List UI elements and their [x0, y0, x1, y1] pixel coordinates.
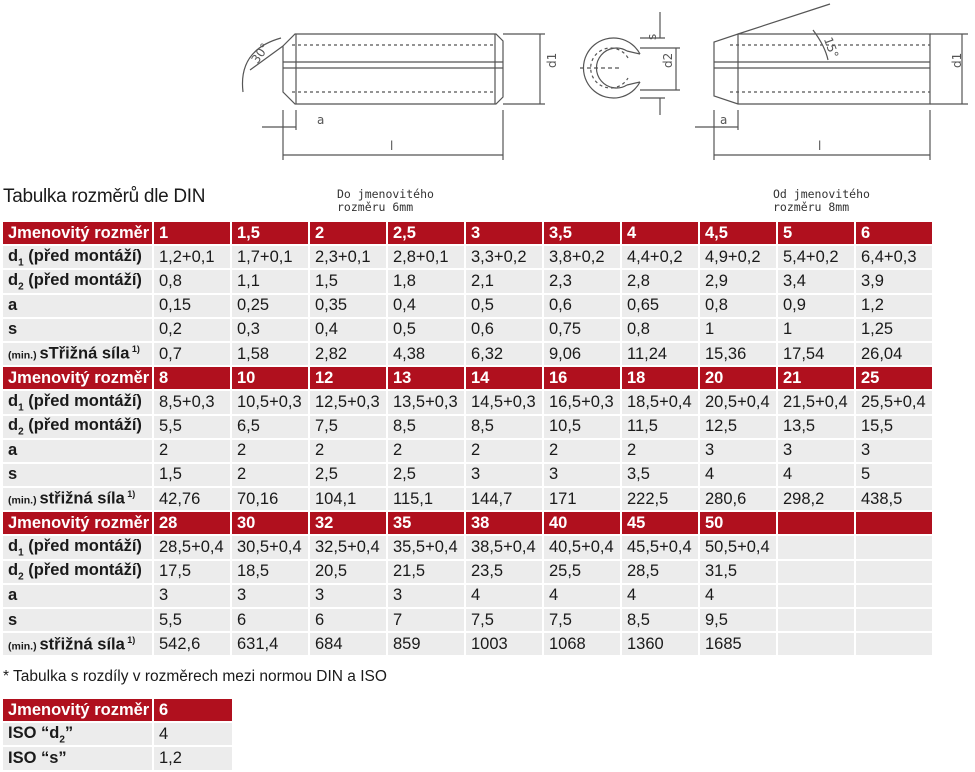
a-row-cell: 4: [544, 585, 622, 609]
pin-drawing-left: [242, 34, 545, 160]
d2-row-cell: 31,5: [700, 561, 778, 585]
nominal-size-row-cell: 4,5: [700, 222, 778, 246]
nominal-size-row-cell: 6: [856, 222, 934, 246]
shear-force-row: [3, 633, 934, 657]
d2-row-cell: 18,5: [232, 561, 310, 585]
shear-force-row-cell: 1003: [466, 633, 544, 657]
shear-force-row-cell: [856, 633, 934, 657]
s-row-cell: 0,6: [466, 319, 544, 343]
d1-row-cell: 21,5+0,4: [778, 391, 856, 415]
d1-row-cell: 6,4+0,3: [856, 246, 934, 270]
d1-row-cell: 32,5+0,4: [310, 536, 388, 560]
a-row-cell: 4: [466, 585, 544, 609]
a-row-cell: 0,8: [700, 295, 778, 319]
d2-row-cell: 10,5: [544, 416, 622, 440]
nominal-size-row-cell: 21: [778, 367, 856, 391]
s-row-label: s: [3, 319, 154, 343]
d2-row-cell: 1,5: [310, 270, 388, 294]
a-row: [3, 295, 934, 319]
note-from-8mm: Od jmenovitého rozměru 8mm: [773, 187, 870, 214]
s-row-cell: 2,5: [388, 464, 466, 488]
shear-force-row-cell: 171: [544, 488, 622, 512]
page-title: Tabulka rozměrů dle DIN: [3, 186, 206, 207]
d1-row-cell: 3,8+0,2: [544, 246, 622, 270]
shear-force-row-cell: 280,6: [700, 488, 778, 512]
d2-row-label: $d_2$ (před montáží): [3, 561, 154, 585]
shear-force-row-cell: 6,32: [466, 343, 544, 367]
shear-force-row-cell: 1068: [544, 633, 622, 657]
d1-row-cell: 10,5+0,3: [232, 391, 310, 415]
nominal-size-row-cell: 35: [388, 512, 466, 536]
s-row-cell: 7: [388, 609, 466, 633]
a-row-cell: 2: [622, 440, 700, 464]
d2-row-cell: 25,5: [544, 561, 622, 585]
d2-row-cell: 17,5: [154, 561, 232, 585]
a-row-cell: 3: [232, 585, 310, 609]
shear-force-row-cell: 859: [388, 633, 466, 657]
footnote: * Tabulka s rozdíly v rozměrech mezi normou DIN a ISO: [3, 668, 387, 685]
nominal-size-row-cell: 30: [232, 512, 310, 536]
d2-row-cell: [856, 561, 934, 585]
nominal-size-row-cell: 50: [700, 512, 778, 536]
d1-row-cell: 1,2+0,1: [154, 246, 232, 270]
shear-force-row-cell: 4,38: [388, 343, 466, 367]
shear-force-row-cell: 0,7: [154, 343, 232, 367]
shear-force-row-cell: 104,1: [310, 488, 388, 512]
nominal-size-row-label: Jmenovitý rozměr: [3, 512, 154, 536]
s-row-cell: 1: [700, 319, 778, 343]
d2-row-cell: 8,5: [466, 416, 544, 440]
d1-row-cell: 5,4+0,2: [778, 246, 856, 270]
shear-force-row-cell: 15,36: [700, 343, 778, 367]
shear-force-row: [3, 488, 934, 512]
d2-row-label: $d_2$ (před montáží): [3, 270, 154, 294]
iso-header-label: Jmenovitý rozměr: [3, 699, 154, 723]
d2-row-cell: 11,5: [622, 416, 700, 440]
nominal-size-row-cell: 14: [466, 367, 544, 391]
d1-row-cell: 12,5+0,3: [310, 391, 388, 415]
d1-row-cell: 2,8+0,1: [388, 246, 466, 270]
s-row-cell: 5,5: [154, 609, 232, 633]
d2-row-cell: 5,5: [154, 416, 232, 440]
d1-row-label: $d_1$ (před montáží): [3, 536, 154, 560]
d2-row-label: $d_2$ (před montáží): [3, 416, 154, 440]
a-row-cell: 1,2: [856, 295, 934, 319]
nominal-size-row-cell: 18: [622, 367, 700, 391]
nominal-size-row: [3, 367, 934, 391]
a-row-cell: 3: [310, 585, 388, 609]
d1-row-cell: 50,5+0,4: [700, 536, 778, 560]
nominal-size-row-cell: 4: [622, 222, 700, 246]
shear-force-row-cell: 298,2: [778, 488, 856, 512]
d2-row-cell: 1,8: [388, 270, 466, 294]
shear-force-row-label: (min.) střižná síla $^{1)}$: [3, 633, 154, 657]
s-row-label: s: [3, 609, 154, 633]
a-row-cell: 0,6: [544, 295, 622, 319]
d2-row-cell: 28,5: [622, 561, 700, 585]
s-row: [3, 464, 934, 488]
shear-force-row-cell: 684: [310, 633, 388, 657]
d2-row-cell: 23,5: [466, 561, 544, 585]
nominal-size-row-cell: 3,5: [544, 222, 622, 246]
a-row-cell: 4: [700, 585, 778, 609]
d1-row-cell: 30,5+0,4: [232, 536, 310, 560]
a-row-cell: 0,25: [232, 295, 310, 319]
d1-row-cell: 2,3+0,1: [310, 246, 388, 270]
iso-s-label: ISO “s”: [3, 747, 154, 771]
a-row-cell: 0,65: [622, 295, 700, 319]
shear-force-row-label: (min.) střižná síla $^{1)}$: [3, 488, 154, 512]
shear-force-row-cell: 17,54: [778, 343, 856, 367]
a-row-cell: 3: [388, 585, 466, 609]
d1-row-cell: 13,5+0,3: [388, 391, 466, 415]
shear-force-row-cell: 144,7: [466, 488, 544, 512]
nominal-size-row-label: Jmenovitý rozměr: [3, 222, 154, 246]
shear-force-row-cell: 2,82: [310, 343, 388, 367]
nominal-size-row: [3, 512, 934, 536]
shear-force-row-cell: 26,04: [856, 343, 934, 367]
a-row-label: a: [3, 440, 154, 464]
d1-row-cell: 4,4+0,2: [622, 246, 700, 270]
nominal-size-row-cell: 10: [232, 367, 310, 391]
d1-row-cell: 18,5+0,4: [622, 391, 700, 415]
d1-row-cell: 16,5+0,3: [544, 391, 622, 415]
d1-row-label: $d_1$ (před montáží): [3, 391, 154, 415]
d2-row-cell: 3,4: [778, 270, 856, 294]
angle-right-label: 15°: [820, 35, 842, 61]
a-row-cell: 2: [466, 440, 544, 464]
d2-row-cell: 12,5: [700, 416, 778, 440]
d1-row: [3, 246, 934, 270]
d2-row: [3, 270, 934, 294]
s-row-cell: [856, 609, 934, 633]
s-row-cell: 3: [466, 464, 544, 488]
s-row-cell: 3: [544, 464, 622, 488]
d2-row-cell: 2,9: [700, 270, 778, 294]
shear-force-row-cell: 70,16: [232, 488, 310, 512]
s-row-cell: 8,5: [622, 609, 700, 633]
d2-row-cell: 20,5: [310, 561, 388, 585]
dim-d1-right: d1: [950, 52, 964, 68]
s-row-cell: 0,75: [544, 319, 622, 343]
dim-l-left: l: [390, 139, 394, 153]
d2-row-cell: [778, 561, 856, 585]
nominal-size-row-cell: 40: [544, 512, 622, 536]
nominal-size-row-cell: 16: [544, 367, 622, 391]
technical-drawing: [0, 0, 975, 185]
shear-force-row-cell: 1360: [622, 633, 700, 657]
d1-row-cell: 8,5+0,3: [154, 391, 232, 415]
nominal-size-row-cell: 25: [856, 367, 934, 391]
a-row-cell: 3: [154, 585, 232, 609]
d1-row-cell: 45,5+0,4: [622, 536, 700, 560]
shear-force-row-cell: [778, 633, 856, 657]
angle-left-label: 30°: [248, 40, 273, 67]
s-row-cell: 6: [310, 609, 388, 633]
note-up-to-6mm: Do jmenovitého rozměru 6mm: [337, 187, 434, 214]
d1-row-label: $d_1$ (před montáží): [3, 246, 154, 270]
a-row-cell: [856, 585, 934, 609]
s-row-cell: 2,5: [310, 464, 388, 488]
iso-d2-label: ISO “$d_2$”: [3, 723, 154, 747]
s-row-cell: 0,4: [310, 319, 388, 343]
s-row-cell: 2: [232, 464, 310, 488]
a-row-cell: 2: [388, 440, 466, 464]
nominal-size-row: [3, 222, 934, 246]
s-row-cell: 4: [700, 464, 778, 488]
d1-row-cell: 28,5+0,4: [154, 536, 232, 560]
s-row-cell: 0,3: [232, 319, 310, 343]
iso-s-row: [3, 747, 234, 771]
nominal-size-row-cell: 45: [622, 512, 700, 536]
d1-row: [3, 391, 934, 415]
s-row-cell: 9,5: [700, 609, 778, 633]
shear-force-row-cell: 1685: [700, 633, 778, 657]
nominal-size-row-cell: 1: [154, 222, 232, 246]
iso-s-value: 1,2: [154, 747, 234, 771]
s-row-cell: 7,5: [466, 609, 544, 633]
a-row-cell: 0,4: [388, 295, 466, 319]
pin-drawing-right: [695, 4, 968, 160]
shear-force-row-cell: 9,06: [544, 343, 622, 367]
d1-row-cell: 14,5+0,3: [466, 391, 544, 415]
iso-d2-value: 4: [154, 723, 234, 747]
a-row-cell: 4: [622, 585, 700, 609]
a-row-label: a: [3, 585, 154, 609]
a-row-label: a: [3, 295, 154, 319]
d1-row-cell: 35,5+0,4: [388, 536, 466, 560]
iso-header-value: 6: [154, 699, 234, 723]
s-row: [3, 609, 934, 633]
dim-a-right: a: [720, 113, 728, 127]
iso-difference-table: [3, 699, 234, 772]
s-row-cell: 1: [778, 319, 856, 343]
shear-force-row-cell: 222,5: [622, 488, 700, 512]
d1-row-cell: 38,5+0,4: [466, 536, 544, 560]
d2-row-cell: 8,5: [388, 416, 466, 440]
s-row-label: s: [3, 464, 154, 488]
d1-row-cell: 3,3+0,2: [466, 246, 544, 270]
iso-header-row: [3, 699, 234, 723]
a-row-cell: 0,9: [778, 295, 856, 319]
s-row-cell: 0,5: [388, 319, 466, 343]
nominal-size-row-label: Jmenovitý rozměr: [3, 367, 154, 391]
a-row: [3, 585, 934, 609]
a-row-cell: 0,5: [466, 295, 544, 319]
s-row-cell: 7,5: [544, 609, 622, 633]
d1-row-cell: 20,5+0,4: [700, 391, 778, 415]
nominal-size-row-cell: 12: [310, 367, 388, 391]
shear-force-row-cell: 115,1: [388, 488, 466, 512]
s-row-cell: 1,25: [856, 319, 934, 343]
nominal-size-row-cell: 3: [466, 222, 544, 246]
d2-row-cell: 7,5: [310, 416, 388, 440]
d2-row: [3, 561, 934, 585]
a-row-cell: 3: [778, 440, 856, 464]
nominal-size-row-cell: [856, 512, 934, 536]
d2-row-cell: 1,1: [232, 270, 310, 294]
a-row-cell: 2: [154, 440, 232, 464]
din-dimension-table: [3, 222, 934, 657]
a-row-cell: 0,35: [310, 295, 388, 319]
s-row-cell: 3,5: [622, 464, 700, 488]
dim-a-left: a: [317, 113, 325, 127]
shear-force-row-cell: 631,4: [232, 633, 310, 657]
shear-force-row-label: (min.) sTřižná síla $^{1)}$: [3, 343, 154, 367]
d2-row-cell: 3,9: [856, 270, 934, 294]
s-row-cell: 4: [778, 464, 856, 488]
shear-force-row-cell: 542,6: [154, 633, 232, 657]
a-row-cell: 2: [310, 440, 388, 464]
dim-s: s: [645, 33, 659, 40]
dim-l-right: l: [818, 139, 822, 153]
s-row-cell: [778, 609, 856, 633]
d2-row-cell: 6,5: [232, 416, 310, 440]
iso-d2-row: [3, 723, 234, 747]
d2-row-cell: 2,1: [466, 270, 544, 294]
d1-row-cell: 40,5+0,4: [544, 536, 622, 560]
a-row: [3, 440, 934, 464]
a-row-cell: 2: [544, 440, 622, 464]
dim-d2: d2: [661, 52, 675, 68]
s-row-cell: 0,2: [154, 319, 232, 343]
d2-row-cell: 0,8: [154, 270, 232, 294]
shear-force-row-cell: 42,76: [154, 488, 232, 512]
d1-row-cell: 25,5+0,4: [856, 391, 934, 415]
nominal-size-row-cell: 5: [778, 222, 856, 246]
d1-row-cell: 4,9+0,2: [700, 246, 778, 270]
nominal-size-row-cell: [778, 512, 856, 536]
nominal-size-row-cell: 8: [154, 367, 232, 391]
nominal-size-row-cell: 32: [310, 512, 388, 536]
a-row-cell: 2: [232, 440, 310, 464]
d1-row: [3, 536, 934, 560]
nominal-size-row-cell: 13: [388, 367, 466, 391]
s-row-cell: 6: [232, 609, 310, 633]
d2-row-cell: 2,8: [622, 270, 700, 294]
shear-force-row-cell: 438,5: [856, 488, 934, 512]
nominal-size-row-cell: 2: [310, 222, 388, 246]
d2-row-cell: 13,5: [778, 416, 856, 440]
s-row: [3, 319, 934, 343]
nominal-size-row-cell: 28: [154, 512, 232, 536]
a-row-cell: 0,15: [154, 295, 232, 319]
d1-row-cell: 1,7+0,1: [232, 246, 310, 270]
d2-row-cell: 2,3: [544, 270, 622, 294]
d2-row-cell: 21,5: [388, 561, 466, 585]
a-row-cell: 3: [856, 440, 934, 464]
s-row-cell: 5: [856, 464, 934, 488]
s-row-cell: 0,8: [622, 319, 700, 343]
a-row-cell: [778, 585, 856, 609]
d2-row-cell: 15,5: [856, 416, 934, 440]
nominal-size-row-cell: 1,5: [232, 222, 310, 246]
shear-force-row-cell: 1,58: [232, 343, 310, 367]
shear-force-row-cell: 11,24: [622, 343, 700, 367]
nominal-size-row-cell: 38: [466, 512, 544, 536]
dim-d1-left: d1: [545, 52, 559, 68]
s-row-cell: 1,5: [154, 464, 232, 488]
nominal-size-row-cell: 20: [700, 367, 778, 391]
a-row-cell: 3: [700, 440, 778, 464]
d2-row: [3, 416, 934, 440]
d1-row-cell: [778, 536, 856, 560]
d1-row-cell: [856, 536, 934, 560]
nominal-size-row-cell: 2,5: [388, 222, 466, 246]
shear-force-row: [3, 343, 934, 367]
